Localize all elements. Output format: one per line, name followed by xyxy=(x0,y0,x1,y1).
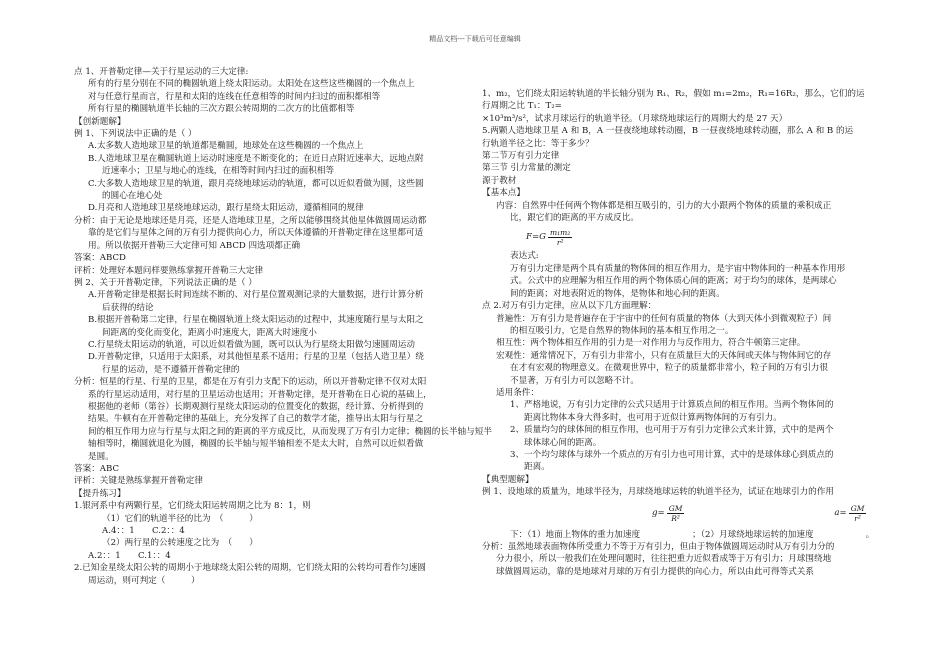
text-line: 例 1、设地球的质量为，地球半径为，月球绕地球运转的轨道半径为，试证在地球引力的作用 xyxy=(482,487,834,498)
text-line: 1、m₂，它们绕太阳运转轨道的半长轴分别为 R₁、R₂，假如 m₁=2m₂，R₁=16R₂，那么，它们的运 xyxy=(482,89,865,99)
text-line: 点 2.对万有引力定律，应从以下几方面理解： xyxy=(482,301,657,312)
text-line: 行星的运动，是不遵循开普勒定律的 xyxy=(102,364,240,375)
page-header: 精品文档---下载后可任意编辑 xyxy=(429,35,521,43)
formula-lhs: F=G xyxy=(526,232,547,243)
text-line: 1.银河系中有两颗行星，它们绕太阳运转周期之比为 8：1，则 xyxy=(74,501,311,512)
text-line: 轴相等时，椭圆就退化为圆，椭圆的长半轴与短半轴相差不是太大时，自然可以近似看做 xyxy=(88,439,424,450)
text-line: 相互性：两个物体相互作用的引力是一对作用力与反作用力，符合牛顿第三定律。 xyxy=(496,338,806,349)
subquestion-2: ；（2）月球绕地球运转的加速度 xyxy=(692,529,814,540)
text-line: 不显著，万有引力可以忽略不计。 xyxy=(510,375,639,386)
text-line: （2）两行星的公转速度之比为 （ ） xyxy=(102,538,258,549)
text-line: B.人造地球卫星在椭圆轨道上运动时速度是不断变化的；在近日点附近速率大，远地点附 xyxy=(88,153,424,164)
example-subquestions xyxy=(482,529,875,541)
text-line: A.4：：1 C.2：：4 xyxy=(102,526,185,537)
text-line: 第二节万有引力定律 xyxy=(482,151,560,162)
right-bottom-text xyxy=(482,541,870,578)
text-line: 【典型题解】 xyxy=(482,474,534,485)
text-line: 内容：自然界中任何两个物体都是相互吸引的，引力的大小跟两个物体的质量的乘积成正 xyxy=(496,200,832,211)
text-line: D.开普勒定律，只适用于太阳系，对其他恒星系不适用；行星的卫星（包括人造卫星）绕 xyxy=(88,352,424,363)
formula-denominator: r² xyxy=(556,237,564,247)
text-line: 对与任意行星而言，行星和太阳的连线在任意相等的时间内扫过的面积都相等 xyxy=(88,91,381,102)
text-line: 球做圆周运动，靠的是地球对月球的万有引力提供的向心力，所以由此可得等式关系 xyxy=(496,566,814,577)
text-line: 3、一个均匀球体与球外一个质点的万有引力也可用计算，式中的是球体球心到质点的 xyxy=(510,449,834,460)
text-line: 第三节 引力常量的测定 xyxy=(482,163,571,174)
gravitation-formula xyxy=(482,224,870,250)
a-lhs: a= xyxy=(834,508,847,519)
text-line: 【基本点】 xyxy=(482,188,525,199)
right-top-text xyxy=(482,88,870,224)
text-line: 源于教材 xyxy=(482,175,517,186)
text-line: 分析：恒星的行星、行星的卫星，都是在万有引力支配下的运动，所以开普勒定律不仅对太阳 xyxy=(74,377,427,388)
g-denominator: R² xyxy=(671,514,680,524)
text-line: 评析：处理好本题问样要熟练掌握开普勒三大定律 xyxy=(74,265,264,276)
text-line: 所有的行星分别在不同的椭圆轨道上绕太阳运动。太阳处在这些这些椭圆的一个焦点上 xyxy=(88,79,415,90)
text-line: ×10³m³/s²，试求月球运行的轨道半径。（月球绕地球运行的周期大约是 27 天） xyxy=(482,113,788,124)
text-line: 例 2、关于开普勒定律，下列说法正确的是（ ） xyxy=(74,277,257,288)
text-line: 点 1、开普勒定律—关于行星运动的三大定律: xyxy=(74,67,249,77)
text-line: 间的距离；对地表附近的物体，是物体和地心间的距离。 xyxy=(510,288,725,299)
text-line: 球体球心间的距离。 xyxy=(524,437,602,448)
text-line: 系的行星运动适用，对行星的卫星运动也适用；开普勒定律，是开普勒在日心说的基础上， xyxy=(88,389,432,400)
text-line: 适用条件： xyxy=(496,387,539,398)
text-line: 【提升练习】 xyxy=(74,488,126,499)
text-line: 答案：ABC xyxy=(74,464,120,474)
text-line: 式。公式中的应理解为相互作用的两个物体质心间的距离；对于均匀的球体，是两球心 xyxy=(510,276,837,287)
text-line: 例 1、下列说法中正确的是（ ） xyxy=(74,129,197,140)
text-line: 距离比物体本身大得多时，也可用于近似计算两物体间的万有引力。 xyxy=(524,412,782,423)
text-line: 5.两颗人造地球卫星 A 和 B，A 一昼夜绕地球转动圈，B 一昼夜绕地球转动圈，那么 A 和 B 的运 xyxy=(482,126,854,137)
a-numerator: GM xyxy=(850,504,865,514)
text-line: 表达式: xyxy=(510,251,539,262)
text-line: 行周期之比 T₁：T₂= xyxy=(482,101,562,112)
left-column xyxy=(74,66,492,587)
text-line: C.行星绕太阳运动的轨道，可以近似看做为圆，既可以认为行星绕太阳做匀速圆周运动 xyxy=(88,339,415,350)
text-line: 的圆心在地心处 xyxy=(102,191,163,202)
text-line: A.开普勒定律是根据长时间连续不断的、对行星位置观测记录的大量数据，进行计算分析 xyxy=(88,290,424,301)
text-line: 是圆。 xyxy=(88,451,114,462)
text-line: B.根据开普勒第二定律，行星在椭圆轨道上绕太阳运动的过程中，其速度随行星与太阳之 xyxy=(88,315,424,326)
text-line: 评析：关键是熟练掌握开普勒定律 xyxy=(74,476,203,487)
text-line: （1）它们的轨道半径的比为 （ ） xyxy=(102,513,258,524)
text-line: D.月亮和人造地球卫星绕地球运动，跟行星绕太阳运动，遵循相同的规律 xyxy=(88,203,364,214)
text-line: 近速率小；卫星与地心的连线，在相等时间内扫过的面积相等 xyxy=(102,166,335,177)
text-line: 间距离的变化而变化，距离小时速度大，距离大时速度小 xyxy=(102,327,317,338)
moon-a-formula xyxy=(834,504,866,523)
text-line: 答案：ABCD xyxy=(74,253,126,264)
formula-numerator: m₁m₂ xyxy=(550,227,571,237)
text-line: A.太多数人造地球卫星的轨道都是椭圆，地球处在这些椭圆的一个焦点上 xyxy=(88,141,364,152)
text-line: 距离。 xyxy=(524,462,550,473)
text-line: 万有引力定律是两个具有质量的物体间的相互作用力，是宇宙中物体间的一种基本作用形 xyxy=(510,263,846,274)
a-denominator: r² xyxy=(854,514,861,524)
text-line: C.大多数人造地球卫星的轨道，跟月亮绕地球运动的轨道，都可以近似看做为圆，这些圆 xyxy=(88,178,424,189)
right-column xyxy=(482,88,875,578)
surface-g-formula xyxy=(652,504,684,523)
text-line: 宏观性：通常情况下，万有引力非常小，只有在质量巨大的天体间或天体与物体间它的存 xyxy=(496,350,832,361)
acceleration-formulas xyxy=(482,499,870,529)
text-line: 【创新题解】 xyxy=(74,116,126,127)
text-line: A.2：：1 C.1：：4 xyxy=(88,550,171,561)
subquestion-end: 。 xyxy=(865,529,875,540)
text-line: 在才有宏观的物理意义。在微观世界中，粒子的质量都非常小，粒子间的万有引力很 xyxy=(510,363,828,374)
text-line: 分析：虽然地球表面物体所受重力不等于万有引力，但由于物体做圆周运动时从万有引力分的 xyxy=(482,542,835,552)
g-numerator: GM xyxy=(668,504,683,514)
text-line: 靠的是它们与星体之间的万有引力提供向心力，所以天体遵循的开普勒定律在这里都可适 xyxy=(88,228,424,239)
text-line: 普遍性：万有引力是普遍存在于宇宙中的任何有质量的物体（大到天体小到微观粒子）间 xyxy=(496,313,832,324)
text-line: 分析：由于无论是地球还是月亮，还是人造地球卫星，之所以能够围绕其他星体做圆周运动都 xyxy=(74,215,427,226)
text-line: 行轨道半径之比：等于多少？ xyxy=(482,138,594,149)
right-mid-text xyxy=(482,250,870,498)
text-line: 的相互吸引力，它是自然界的物体间的基本相互作用之一。 xyxy=(510,325,734,336)
text-line: 结果。牛顿有在开普勒定律的基础上，充分发挥了自己的数学才能，推导出太阳与行星之 xyxy=(88,414,424,425)
subquestion-1: 下：（1）地面上物体的重力加速度 xyxy=(510,529,641,540)
text-line: 周运动，则可判定（ ） xyxy=(88,575,200,586)
text-line: 2、质量均匀的球体间的相互作用，也可用于万有引力定律公式来计算，式中的是两个 xyxy=(510,425,834,436)
text-line: 间的相互作用力应与行星与太阳之间的距离的平方成反比，从而发现了万有引力定律；椭圆的长半轴与短半 xyxy=(88,426,492,437)
text-line: 1、严格地说，万有引力定律的公式只适用于计算质点间的相互作用。当两个物体间的 xyxy=(510,400,834,411)
text-line: 2.已知金星绕太阳公转的周期小于地球绕太阳公转的周期，它们绕太阳的公转均可看作匀速圆 xyxy=(74,563,426,574)
text-line: 分力很小，所以一般我们在处理问题时，往往把重力近似看成等于万有引力；月球围绕地 xyxy=(496,554,832,565)
text-line: 比，跟它们的距离的平方成反比。 xyxy=(510,213,639,224)
text-line: 所有行星的椭圆轨道半长轴的三次方跟公转周期的二次方的比值都相等 xyxy=(88,104,355,115)
g-lhs: g= xyxy=(652,508,665,519)
text-line: 根据他的老师（第谷）长期观测行星绕太阳运动的位置变化的数据，经计算、分析得到的 xyxy=(88,401,424,412)
text-line: 后获得的结论 xyxy=(102,302,154,313)
text-line: 用。所以依据开普勒三大定律可知 ABCD 四选项都正确 xyxy=(88,240,301,251)
